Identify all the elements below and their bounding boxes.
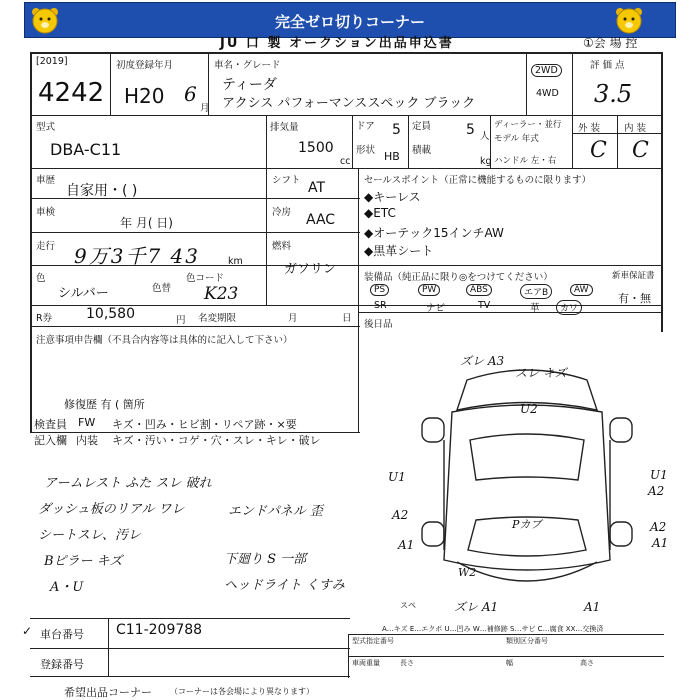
- shape-label: 形状: [356, 145, 376, 156]
- fuel-label: 燃料: [272, 241, 292, 252]
- recycle-label: R券: [36, 313, 53, 324]
- evaluation-label: 評 価 点: [590, 60, 625, 71]
- notes-label: 注意事項申告欄（不具合内容等は具体的に記入して下さい）: [36, 335, 293, 346]
- color-change-label: 色替: [152, 283, 172, 294]
- vehicle-damage-diagram: [382, 350, 672, 618]
- color-code: K23: [204, 284, 239, 304]
- form-title: JU 口 製 オークション出品申込書: [220, 36, 454, 51]
- color-code-label: 色コード: [186, 273, 225, 284]
- diagram-mark: A1: [398, 538, 415, 552]
- shape-value: HB: [384, 150, 400, 163]
- equipment-item: PW: [418, 284, 440, 296]
- diagram-mark: A2: [392, 508, 409, 522]
- equipment-label: 装備品（純正品に限り◎をつけてください）: [364, 272, 553, 283]
- entry-label: 記入欄: [34, 434, 67, 447]
- hand-note: ダッシュ板のリアル ワレ: [38, 502, 185, 517]
- color-label: 色: [36, 273, 46, 284]
- sales-point: ◆オーテック15インチAW: [364, 226, 504, 240]
- color-value: シルバー: [58, 286, 109, 301]
- displacement-value: 1500: [298, 140, 334, 156]
- diagram-mark: ズレ A3: [460, 354, 505, 368]
- load-unit: kg: [480, 156, 492, 167]
- displacement-unit: cc: [340, 156, 351, 167]
- dealer-label: ディーラー・並行: [494, 120, 562, 130]
- hand-note: シートスレ、汚レ: [38, 528, 141, 543]
- inspection-value: 年 月( 日): [120, 216, 173, 230]
- hand-note: エンドパネル 歪: [228, 504, 323, 519]
- registration-number-label: 登録番号: [40, 658, 84, 671]
- bear-mascot-icon: [28, 6, 62, 34]
- sales-point: ◆黒革シート: [364, 244, 434, 258]
- new-warranty-label: 新車保証書: [612, 271, 655, 281]
- exterior-label: 外 装: [578, 123, 601, 134]
- equipment-item: PS: [370, 284, 389, 296]
- bear-mascot-icon: [612, 6, 646, 34]
- recycle-unit: 円: [176, 315, 186, 326]
- grid-label: 類別区分番号: [506, 637, 548, 645]
- diagram-mark: A1: [584, 600, 601, 614]
- usage-label: 車歴: [36, 175, 56, 186]
- repair-history: 修復歴 有 ( 箇所: [64, 398, 145, 411]
- model-label: 型式: [36, 122, 56, 133]
- aircon-label: 冷房: [272, 207, 292, 218]
- diagram-mark: U1: [650, 468, 668, 482]
- title-change-month: 月: [288, 313, 298, 324]
- lot-year-note: [2019]: [36, 56, 68, 67]
- capacity-label: 定員: [412, 121, 432, 132]
- capacity-unit: 人: [480, 131, 490, 142]
- diagram-mark: A2: [648, 484, 665, 498]
- inspection-label: 車検: [36, 207, 56, 218]
- title-change-day: 日: [342, 313, 352, 324]
- inspector-fw: FW: [78, 416, 96, 429]
- diagram-mark: U2: [520, 402, 538, 416]
- sales-points-label: セールスポイント（正常に機能するものに限ります）: [364, 175, 592, 186]
- equipment-item: カワ: [556, 300, 582, 315]
- diagram-mark: U1: [388, 470, 406, 484]
- doors-label: ドア: [356, 121, 375, 132]
- aircon-value: AAC: [306, 212, 336, 228]
- mileage-value: 9万3千7 43: [74, 244, 200, 268]
- equipment-item: 革: [530, 303, 540, 314]
- inspector-row1: キズ・凹み・ヒビ割・リペア跡・×要: [112, 418, 297, 431]
- grid-label: 高さ: [580, 659, 594, 667]
- hand-note: A・U: [50, 580, 84, 595]
- registration-label: 初度登録年月: [116, 60, 174, 71]
- interior-label: 内 装: [624, 123, 647, 134]
- hand-note: 下廻り S 一部: [224, 552, 307, 567]
- sales-point: ◆キーレス: [364, 190, 421, 204]
- shift-label: シフト: [272, 175, 301, 186]
- registration-year: H20: [124, 84, 165, 108]
- diagram-mark: ズレ A1: [454, 600, 499, 614]
- grid-label: 幅: [506, 659, 513, 667]
- diagram-mark: スペ: [400, 601, 416, 610]
- evaluation-score: 3.5: [594, 80, 633, 108]
- hand-note: アームレスト ふた スレ 破れ: [44, 476, 212, 491]
- registration-month: 6: [184, 82, 197, 106]
- lot-number: 4242: [38, 78, 105, 108]
- diagram-mark: A2: [650, 520, 667, 534]
- drive-4wd: 4WD: [536, 88, 559, 99]
- venue-copy: ①会 場 控: [583, 36, 638, 50]
- chassis-number: C11-209788: [116, 622, 203, 638]
- displacement-label: 排気量: [270, 122, 299, 133]
- grid-label: 車両重量: [352, 659, 380, 667]
- equipment-item: AW: [570, 284, 593, 296]
- inspector-interior: 内装: [76, 434, 98, 447]
- diagram-mark: スレ キズ: [515, 366, 567, 380]
- interior-grade: C: [632, 138, 649, 163]
- equipment-item: TV: [478, 300, 491, 311]
- doors-value: 5: [392, 122, 401, 138]
- vehicle-name-label: 車名・グレード: [214, 60, 281, 71]
- wish-corner-note: （コーナーは各会場により異なります）: [170, 687, 314, 696]
- usage-value: 自家用・( ): [66, 183, 138, 199]
- hand-note: Bピラー キズ: [44, 554, 123, 569]
- equipment-item: ABS: [466, 284, 492, 296]
- model-value: DBA-C11: [50, 140, 122, 159]
- model-year-label: モデル 年式: [494, 134, 539, 144]
- equipment-item: エアB: [520, 284, 552, 299]
- diagram-mark: A1: [652, 536, 669, 550]
- wish-corner-label: 希望出品コーナー: [64, 686, 152, 699]
- new-warranty-value: 有・無: [618, 292, 651, 305]
- grid-label: 長さ: [400, 659, 414, 667]
- mileage-unit: km: [228, 256, 243, 267]
- chassis-label: 車台番号: [40, 628, 84, 641]
- inspector-label: 検査員: [34, 418, 67, 431]
- handle-label: ハンドル 左・右: [494, 156, 557, 166]
- vehicle-grade: アクシス パフォーマンススペック ブラック: [222, 96, 476, 111]
- grid-label: 型式指定番号: [352, 637, 394, 645]
- drive-2wd: 2WD: [531, 64, 562, 77]
- capacity-value: 5: [466, 122, 475, 138]
- diagram-legend: A…キズ E…エクボ U…凹み W…補修跡 S…サビ C…腐食 XX…交換済: [382, 625, 604, 633]
- banner-title: 完全ゼロ切りコーナー: [274, 13, 425, 31]
- registration-month-unit: 月: [200, 103, 210, 114]
- sales-point: ◆ETC: [364, 206, 396, 220]
- load-label: 積載: [412, 145, 432, 156]
- diagram-mark: Pカブ: [512, 518, 542, 531]
- recycle-value: 10,580: [86, 306, 135, 322]
- fuel-value: ガソリン: [284, 262, 337, 277]
- mileage-label: 走行: [36, 241, 56, 252]
- equipment-item: ナビ: [426, 303, 446, 314]
- vehicle-name: ティーダ: [222, 77, 277, 93]
- equipment-item: SR: [374, 300, 387, 311]
- diagram-mark: W2: [458, 566, 477, 579]
- exterior-grade: C: [590, 138, 607, 163]
- delivery-label: 後日品: [364, 319, 393, 330]
- inspector-row2: キズ・汚い・コゲ・穴・スレ・キレ・破レ: [112, 434, 321, 447]
- shift-value: AT: [308, 180, 326, 196]
- check-mark-icon: ✓: [22, 624, 33, 638]
- title-change-label: 名変期限: [198, 313, 237, 324]
- hand-note: ヘッドライト くすみ: [224, 578, 345, 593]
